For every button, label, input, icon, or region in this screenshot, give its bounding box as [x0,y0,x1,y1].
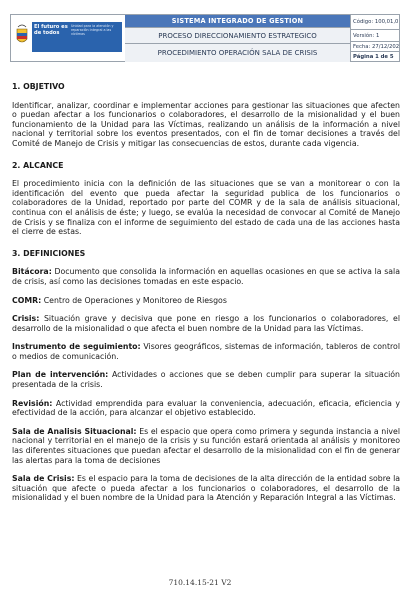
process-title: PROCESO DIRECCIONAMIENTO ESTRATEGICO [125,27,350,44]
definition-item [12,314,400,333]
document-code: Código: 100,01,0 [353,19,399,25]
definition-term: Plan de intervención: [12,370,109,380]
document-header [10,14,400,62]
document-body [12,72,400,577]
definition-item [12,342,400,361]
logo-slogan: El futuro es de todos [34,24,68,36]
section-title-objetivo: 1. OBJETIVO [12,82,65,91]
definition-item [12,399,400,418]
section-title-alcance: 2. ALCANCE [12,160,64,170]
definition-text: Actividad emprendida para evaluar la conveniencia, adecuación, eficacia, eficiencia y efectividad de la acción, para alcanzar el objetivo establecido. [12,398,400,418]
logo-entity-name: Unidad para la atención y reparación integral a las víctimas [71,24,114,36]
definition-text: Es el espacio que opera como primera y segunda instancia a nivel nacional y territorial en el manejo de la crisis y su función estará orientada al análisis y monitoreo las diferentes situaciones que puedan afectar el desarrollo de la misionalidad con el fin de generar las alertas para la toma de decisiones [12,426,400,465]
header-meta-cell [350,15,400,61]
coat-of-arms-icon [15,23,29,49]
document-date: Fecha: 27/12/202 [350,41,400,51]
definition-text: Situación grave y decisiva que pone en riesgo a los funcionarios o colaboradores, el desarrollo de la misionalidad o que afecta el buen nombre de la Unidad para las Víctimas. [12,314,400,333]
document-footer-code: 710.14.15-21 V2 [168,578,232,587]
header-logo-cell [11,15,126,61]
definition-text: Es el espacio para la toma de decisiones de la alta dirección de la entidad sobre la situación que afecte o pueda afectar a los funcionarios o colaboradores, el desarrollo de la misionalidad y el buen nombre de la Unidad para la Atención y Reparación Integral a las Víctimas. [12,474,400,503]
definition-item [12,370,400,389]
definition-term: Sala de Analisis Situacional: [12,426,137,436]
definition-term: Bitácora: [12,267,52,277]
definition-item [12,267,400,286]
section-text-alcance: El procedimiento inicia con la definición de las situaciones que se van a monitorear o con la identificación del evento que pueda afectar la seguridad publica de los funcionarios o colaboradores de la Unidad, reportado por parte del COMR y de la sala de análisis situacional, continua con el análisis de éste; y luego, se evalúa la necesidad de convocar al Comité de Manejo de Crisis y se finaliza con el informe de seguimiento del estado de cada una de las acciones hasta el cierre de estas. [12,179,400,237]
definition-term: Revisión: [12,398,53,408]
definition-item [12,474,400,503]
definition-term: Instrumento de seguimiento: [12,342,141,352]
definition-item [12,427,400,465]
document-version: Versión: 1 [350,29,400,41]
definition-text: Documento que consolida la información en aquellas ocasiones en que se activa la sala de crisis, así como las decisiones tomadas en este espacio. [12,267,400,286]
definition-text: Visores geográficos, sistemas de información, tableros de control o medios de comunicación. [12,342,400,361]
definition-term: Sala de Crisis: [12,474,75,484]
definition-term: Crisis: [12,314,40,324]
definition-text: Centro de Operaciones y Monitoreo de Riesgos [41,295,227,305]
definition-item [12,296,400,306]
section-title-definiciones: 3. DEFINICIONES [12,248,86,258]
header-title-cell [125,15,351,61]
procedure-title: PROCEDIMIENTO OPERACIÓN SALA DE CRISIS [125,43,350,62]
page-number: Página 1 de 5 [350,51,400,61]
system-title: SISTEMA INTEGRADO DE GESTION [125,15,350,27]
section-text-objetivo: Identificar, analizar, coordinar e implementar acciones para gestionar las situaciones que afecten o puedan afectar a los funcionarios o colaboradores, el desarrollo de la misionalidad y el buen funcionamiento de la Unidad para las Víctimas, realizando un análisis de la información a nivel nacional y territorial sobre los eventos presentados, con el fin de tomar decisiones a través del Comité de Manejo de Crisis y mitigar las consecuencias de estos, durante cada vigencia. [12,100,400,148]
definition-text: Actividades o acciones que se deben cumplir para superar la situación presentada de la crisis. [12,370,400,390]
definition-term: COMR: [12,295,42,305]
